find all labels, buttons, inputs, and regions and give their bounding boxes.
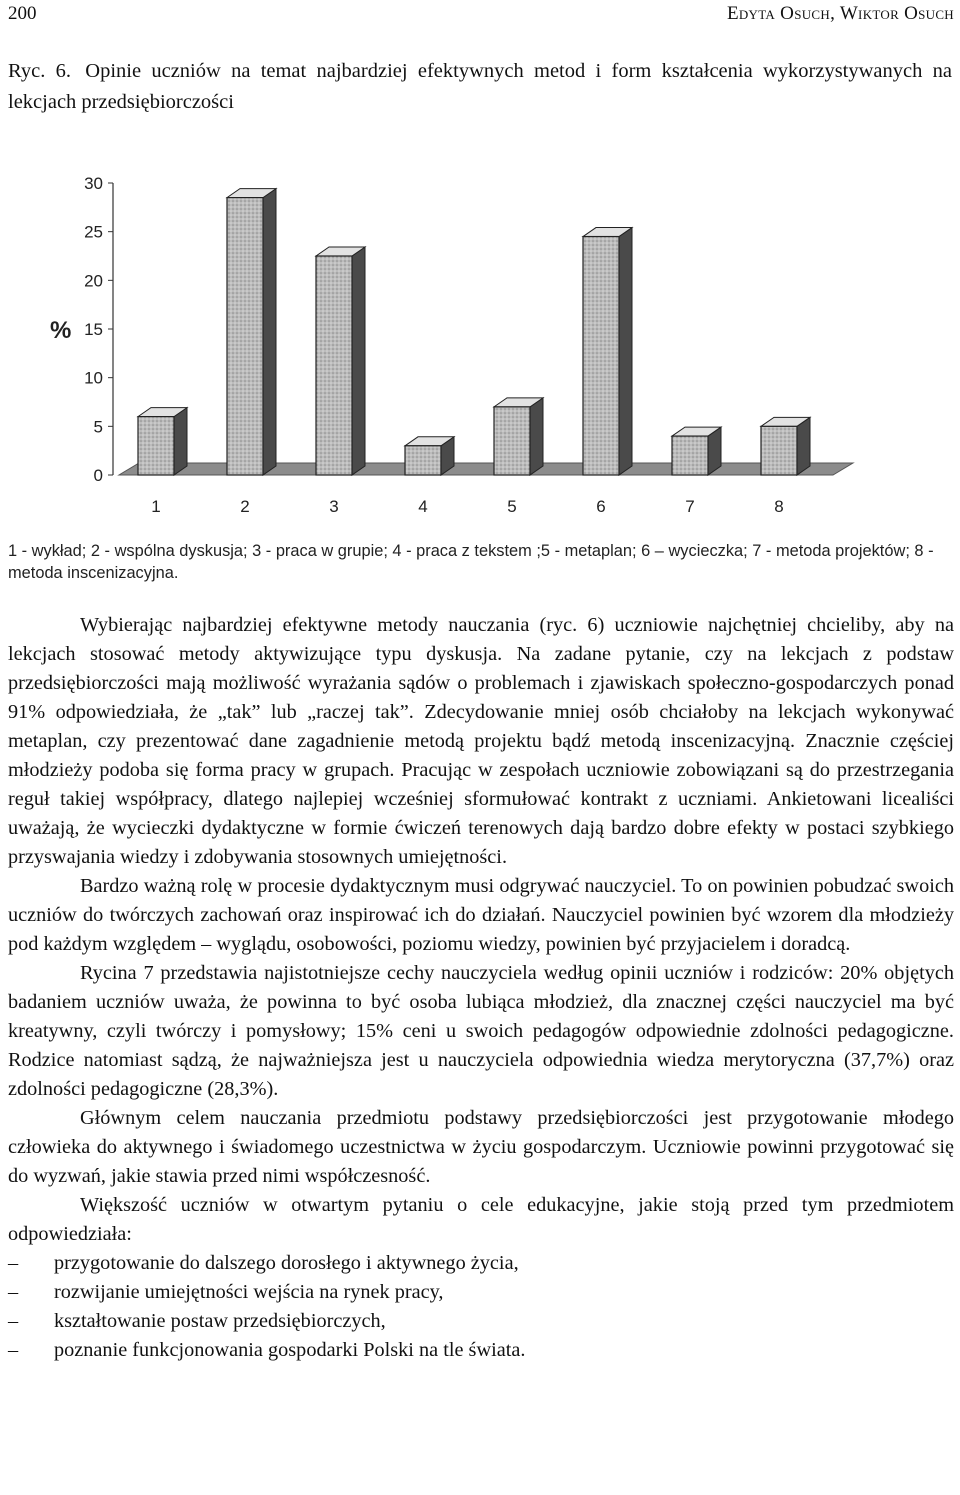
paragraph: Większość uczniów w otwartym pytaniu o cele edukacyjne, jakie stoją przed tym przedmiotem odpowiedziała: xyxy=(8,1194,954,1245)
figure-caption-text: Opinie uczniów na temat najbardziej efektywnych metod i form kształcenia wykorzystywanych na lekcjach przedsiębiorczości xyxy=(8,60,953,113)
bar-side xyxy=(352,247,365,475)
list-item-text: rozwijanie umiejętności wejścia na rynek pracy, xyxy=(54,1281,444,1303)
paragraph: Wybierając najbardziej efektywne metody nauczania (ryc. 6) uczniowie najchętniej chcieliby, aby na lekcjach stosować metody aktywizujące typu dyskusja. Na zadane pytanie, czy na lekcjach z podstaw przedsiębiorczości mają możliwość wyrażania sądów o problemach i zjawiskach społeczno-gospodarczych ponad 91% odpowiedziała, że „tak” lub „raczej tak”. Zdecydowanie mniej osób chciałoby na lekcjach wykonywać metaplan, czy prezentować dane zagadnienie metodą projektu bądź metodą inscenizacyjną. Znacznie częściej młodzieży podoba się forma pracy w grupach. Pracując w zespołach uczniowie zobowiązani są do przestrzegania reguł takiej współpracy, dlatego najlepiej wcześniej sformułować kontrakt z uczniami. Ankietowani licealiści uważają, że wycieczki dydaktyczne w formie ćwiczeń terenowych dają bardzo dobre efekty w postaci szybkiego przyswajania wiedzy i zdobywania stosownych umiejętności. xyxy=(8,614,954,868)
bar xyxy=(138,408,187,475)
bar-front xyxy=(672,436,708,475)
list-item xyxy=(8,1278,954,1307)
y-tick-label: 30 xyxy=(84,174,103,193)
bar xyxy=(227,189,276,475)
bar xyxy=(672,427,721,475)
bar-chart xyxy=(0,160,960,530)
article-body xyxy=(8,611,954,1365)
x-tick-label: 4 xyxy=(418,497,428,516)
figure-number: Ryc. 6. xyxy=(8,60,71,82)
y-tick-label: 15 xyxy=(84,320,103,339)
bar xyxy=(761,417,810,475)
bar-side xyxy=(263,189,276,475)
list-dash: – xyxy=(8,1310,19,1332)
x-tick-label: 8 xyxy=(774,497,784,516)
list-item-text: przygotowanie do dalszego dorosłego i aktywnego życia, xyxy=(54,1252,519,1274)
list-dash: – xyxy=(8,1339,19,1361)
x-tick-label: 5 xyxy=(507,497,517,516)
bar-front xyxy=(138,417,174,475)
list-item xyxy=(8,1249,954,1278)
list-item xyxy=(8,1307,954,1336)
bar xyxy=(405,437,454,475)
bar-side xyxy=(530,398,543,475)
bar-front xyxy=(761,426,797,475)
bar-front xyxy=(405,446,441,475)
y-tick-label: 5 xyxy=(93,417,103,437)
figure-legend: 1 - wykład; 2 - wspólna dyskusja; 3 - praca w grupie; 4 - praca z tekstem ;5 - metaplan; 6 – wycieczka; 7 - metoda projektów; 8 - metoda inscenizacyjna. xyxy=(8,542,934,582)
list-item-text: kształtowanie postaw przedsiębiorczych, xyxy=(54,1310,386,1332)
bar-side xyxy=(797,417,810,475)
bar xyxy=(316,247,365,475)
running-head-authors: Edyta Osuch, Wiktor Osuch xyxy=(726,3,954,24)
bar xyxy=(583,228,632,475)
x-tick-label: 7 xyxy=(685,497,695,516)
y-tick-label: 10 xyxy=(84,368,103,388)
paragraph: Bardzo ważną rolę w procesie dydaktycznym musi odgrywać nauczyciel. To on powinien pobudzać swoich uczniów do twórczych zachowań oraz inspirować ich do działań. Nauczyciel powinien być wzorem dla młodzieży pod każdym względem – wyglądu, osobowości, poziomu wiedzy, powinien być przyjacielem i doradcą. xyxy=(8,875,954,955)
list-dash: – xyxy=(8,1281,19,1303)
y-tick-label: 0 xyxy=(93,466,103,485)
bar-side xyxy=(174,408,187,475)
list-item xyxy=(8,1336,954,1365)
bar-front xyxy=(316,256,352,475)
bar xyxy=(494,398,543,475)
y-tick-label: 25 xyxy=(84,222,103,242)
list-dash: – xyxy=(8,1252,19,1274)
chart-axes xyxy=(108,183,853,475)
y-tick-label: 20 xyxy=(84,271,103,291)
y-axis-label: % xyxy=(50,317,72,344)
x-tick-label: 2 xyxy=(240,497,250,516)
figure-caption xyxy=(8,56,952,118)
bar-front xyxy=(583,237,619,475)
paragraph: Rycina 7 przedstawia najistotniejsze cechy nauczyciela według opinii uczniów i rodziców: 20% objętych badaniem uczniów uważa, że powinna to być osoba lubiąca młodzież, dla znacznej części nauczyciel ma być kreatywny, czyli twórczy i pomysłowy; 15% ceni u swoich pedagogów odpowiednie zdolności pedagogiczne. Rodzice natomiast sądzą, że najważniejsza jest u nauczyciela odpowiednia wiedza merytoryczna (37,7%) oraz zdolności pedagogiczne (28,3%). xyxy=(8,962,954,1100)
x-tick-label: 6 xyxy=(596,497,606,516)
bar-front xyxy=(494,407,530,475)
goals-list xyxy=(8,1249,954,1365)
paragraph: Głównym celem nauczania przedmiotu podstawy przedsiębiorczości jest przygotowanie młodego człowieka do aktywnego i świadomego uczestnictwa w życiu gospodarczym. Uczniowie powinni przygotować się do wyzwań, jakie stawia przed nimi współczesność. xyxy=(8,1107,954,1187)
list-item-text: poznanie funkcjonowania gospodarki Polski na tle świata. xyxy=(54,1339,526,1361)
page-number: 200 xyxy=(8,3,37,24)
x-tick-label: 1 xyxy=(151,497,161,516)
bar-side xyxy=(619,228,632,475)
bar-front xyxy=(227,198,263,475)
page-header xyxy=(8,0,954,30)
x-tick-label: 3 xyxy=(329,497,339,516)
chart-bars xyxy=(138,189,810,475)
